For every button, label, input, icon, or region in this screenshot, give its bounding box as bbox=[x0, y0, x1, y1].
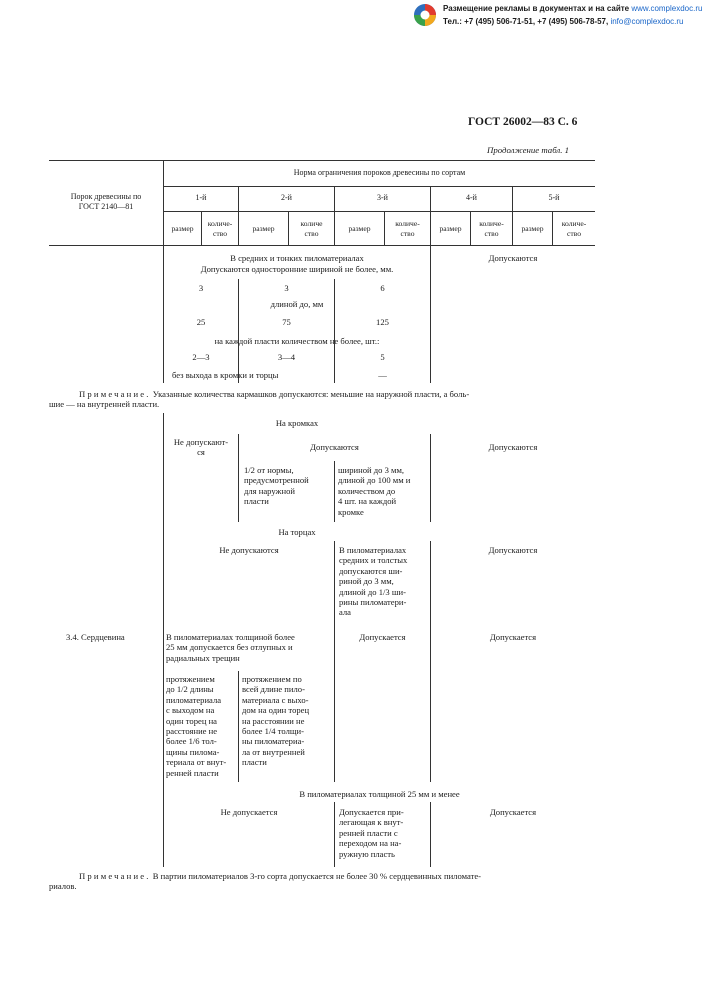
edges-title: На кромках bbox=[275, 418, 319, 428]
defect-column-header: Порок древесины по ГОСТ 2140—81 bbox=[70, 192, 142, 212]
pocket-no-exit-label: без выхода в кромки и торцы bbox=[172, 370, 279, 380]
pocket-count-g1: 2—3 bbox=[192, 352, 210, 362]
ends-allowed-right: Допускаются bbox=[488, 545, 538, 555]
pith-thin-not-allowed: Не допускается bbox=[220, 807, 278, 817]
pocket-no-exit-g3: — bbox=[378, 370, 387, 380]
grade-4-header: 4-й bbox=[466, 193, 477, 202]
ad-site-link[interactable]: www.complexdoc.ru bbox=[631, 4, 703, 13]
pocket-width-g1: 3 bbox=[198, 283, 204, 293]
pith-thin-right: Допускается bbox=[489, 807, 537, 817]
pockets-allowed-right: Допускаются bbox=[488, 253, 538, 263]
pocket-width-g3: 6 bbox=[380, 283, 385, 293]
norm-header: Норма ограничения пороков древесины по сортам bbox=[293, 168, 466, 177]
pith-defect-name: 3.4. Сердцевина bbox=[66, 632, 125, 642]
pith-g1: протяжением до 1/2 длины пиломатериала с выходом на один торец на расстояние не более 1/6 тол- щины пилома- териала от внут- ренней пласти bbox=[166, 674, 227, 778]
qty-header-3: количе- ство bbox=[395, 219, 420, 238]
ad-email-link[interactable]: info@complexdoc.ru bbox=[610, 17, 684, 26]
pith-right-allowed: Допускается bbox=[489, 632, 537, 642]
grade-1-header: 1-й bbox=[195, 193, 207, 202]
standard-title: ГОСТ 26002—83 С. 6 bbox=[468, 116, 578, 128]
grade-3-header: 3-й bbox=[377, 193, 388, 202]
pocket-length-g3: 125 bbox=[376, 317, 389, 327]
size-header-5: размер bbox=[521, 224, 544, 233]
edges-g2: 1/2 от нормы, предусмотренной для наружной пласти bbox=[244, 465, 309, 507]
pith-thick-intro: В пиломатериалах толщиной более 25 мм допускается без отлупных и радиальных трещин bbox=[166, 632, 295, 663]
pocket-length-label: длиной до, мм bbox=[270, 299, 324, 309]
pith-g2: протяжением по всей длине пило- материала с выхо- дом на один торец на расстоянии не более 1/4 толщи- ны пиломатериа- ла от внутренней пласти bbox=[242, 674, 310, 768]
ends-title: На торцах bbox=[278, 527, 316, 537]
ad-line-2: Тел.: +7 (495) 506-71-51, +7 (495) 506-78-57, info@complexdoc.ru bbox=[443, 17, 684, 26]
note-1: Примечание. Указанные количества кармашков допускаются: меньшие на наружной пласти, а боль- шие — на внутренней пласти. bbox=[49, 389, 470, 410]
grade-5-header: 5-й bbox=[548, 193, 560, 202]
qty-header-5: количе- ство bbox=[561, 219, 587, 238]
pith-thin-g3: Допускается при- легающая к внут- ренней пласти с переходом на на- ружную пласть bbox=[339, 807, 404, 859]
ends-not-allowed: Не допускаются bbox=[219, 545, 279, 555]
edges-g1: Не допускают- ся bbox=[173, 437, 229, 458]
pockets-one-sided: Допускаются односторонние шириной не более, мм. bbox=[200, 264, 394, 274]
pocket-length-g2: 75 bbox=[282, 317, 291, 327]
ends-g3: В пиломатериалах средних и толстых допускаются ши- риной до 3 мм, длиной до 1/3 ши- рины пиломатери- ала bbox=[339, 545, 408, 618]
size-header-3: размер bbox=[348, 224, 371, 233]
pocket-count-g2: 3—4 bbox=[277, 352, 296, 362]
size-header-4: размер bbox=[439, 224, 462, 233]
pocket-length-g1: 25 bbox=[196, 317, 206, 327]
pocket-width-g2: 3 bbox=[284, 283, 289, 293]
ad-logo[interactable] bbox=[413, 3, 437, 27]
table-continuation: Продолжение табл. 1 bbox=[487, 145, 570, 155]
pith-thin-title: В пиломатериалах толщиной 25 мм и менее bbox=[299, 789, 460, 799]
note-2: Примечание. В партии пиломатериалов 3-го сорта допускается не более 30 % сердцевинных пиломате- риалов. bbox=[49, 871, 482, 892]
qty-header-4: количе- ство bbox=[479, 219, 504, 238]
size-header-2: размер bbox=[252, 224, 275, 233]
pith-g3-allowed: Допускается bbox=[359, 632, 406, 642]
size-header-1: размер bbox=[171, 224, 194, 233]
pockets-thin-title: В средних и тонких пиломатериалах bbox=[230, 253, 364, 263]
edges-allowed-g2-g3: Допускаются bbox=[310, 442, 359, 452]
ad-line-1: Размещение рекламы в документах и на сайте www.complexdoc.ru bbox=[443, 4, 703, 13]
edges-allowed-right: Допускаются bbox=[488, 442, 538, 452]
qty-header-1: количе- ство bbox=[207, 219, 233, 238]
edges-g3: шириной до 3 мм, длиной до 100 мм и количеством до 4 шт. на каждой кромке bbox=[338, 465, 411, 517]
pocket-count-g3: 5 bbox=[380, 352, 385, 362]
grade-2-header: 2-й bbox=[281, 193, 292, 202]
pocket-count-label: на каждой пласти количеством не более, шт.: bbox=[214, 336, 380, 346]
qty-header-2: количе ство bbox=[300, 219, 323, 238]
